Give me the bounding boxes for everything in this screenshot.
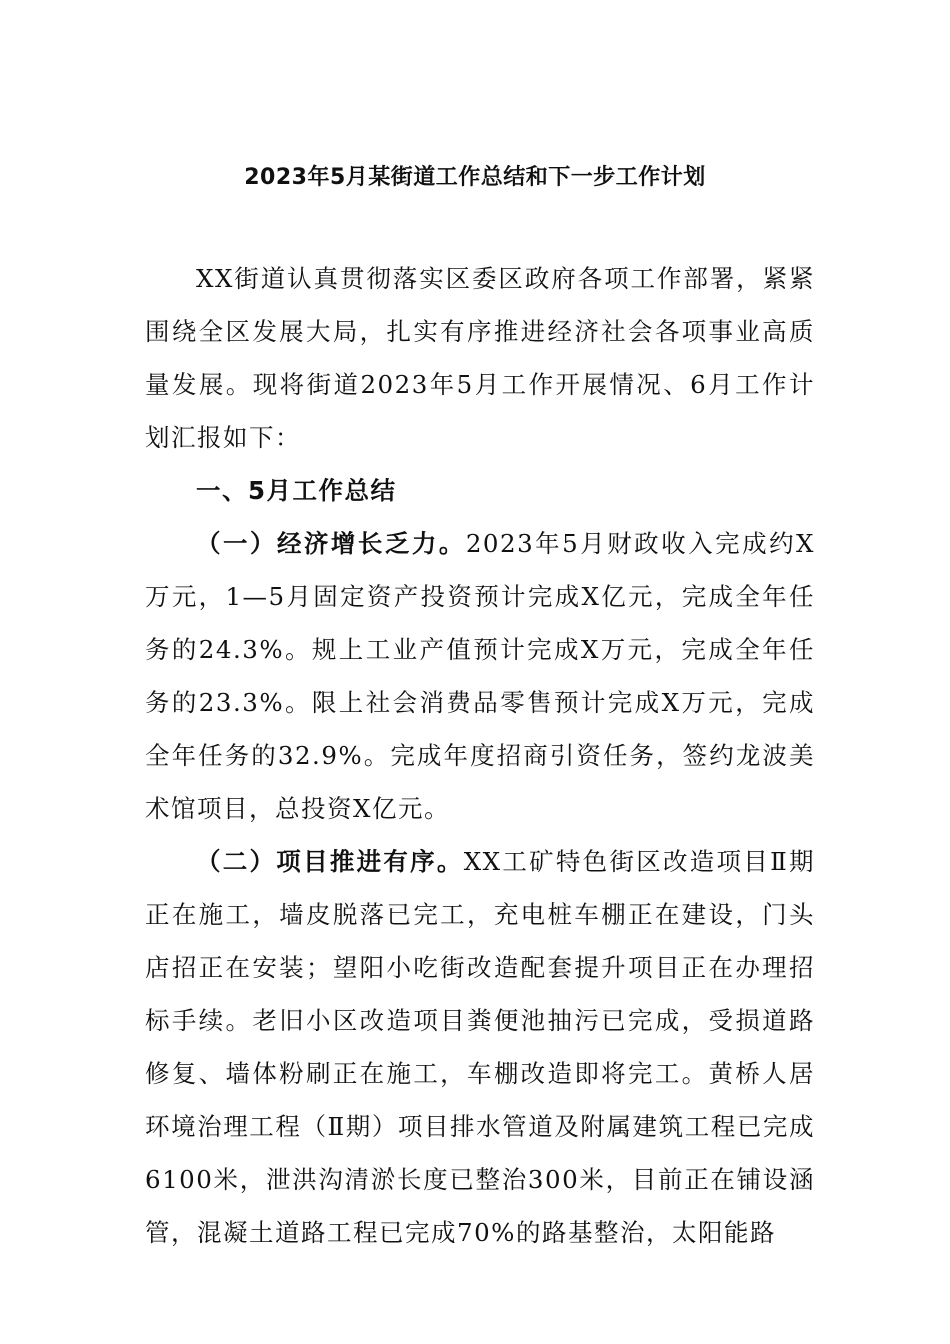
paragraph-projects-text: XX工矿特色街区改造项目Ⅱ期正在施工，墙皮脱落已完工，充电桩车棚正在建设，门头店招正在安装；望阳小吃街改造配套提升项目正在办理招标手续。老旧小区改造项目粪便池抽污已完成，受损道路修复、墙体粉刷正在施工，车棚改造即将完工。黄桥人居环境治理工程（Ⅱ期）项目排水管道及附属建筑工程已完成6100米，泄洪沟清淤长度已整治300米，目前正在铺设涵管，混凝土道路工程已完成70%的路基整治，太阳能路 (145, 847, 816, 1247)
document-body (145, 252, 815, 1259)
paragraph-projects-lead: （二）项目推进有序。 (196, 847, 464, 876)
paragraph-economy-lead: （一）经济增长乏力。 (196, 529, 466, 558)
paragraph-economy (145, 517, 815, 835)
paragraph-projects (145, 835, 815, 1259)
document-title: 2023年5月某街道工作总结和下一步工作计划 (244, 165, 706, 190)
paragraph-economy-text: 2023年5月财政收入完成约X万元，1—5月固定资产投资预计完成X亿元，完成全年任务的24.3%。规上工业产值预计完成X万元，完成全年任务的23.3%。限上社会消费品零售预计完成X万元，完成全年任务的32.9%。完成年度招商引资任务，签约龙波美术馆项目，总投资X亿元。 (145, 529, 816, 823)
section-heading-may-summary: 一、5月工作总结 (196, 476, 397, 505)
intro-paragraph: XX街道认真贯彻落实区委区政府各项工作部署，紧紧围绕全区发展大局，扎实有序推进经济社会各项事业高质量发展。现将街道2023年5月工作开展情况、6月工作计划汇报如下： (145, 264, 815, 452)
